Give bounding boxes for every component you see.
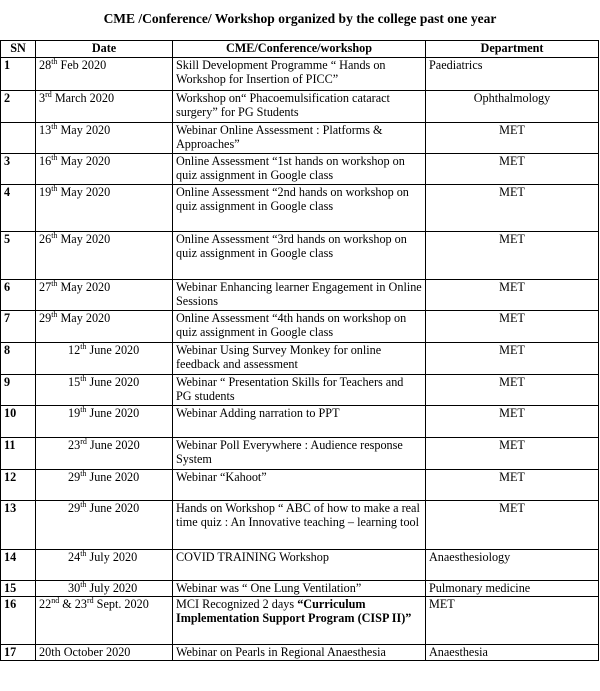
- date-rest: June 2020: [86, 438, 140, 452]
- cme-text: Online Assessment “3rd hands on workshop on quiz assignment in Google class: [176, 232, 407, 261]
- cell-sn: 14: [1, 550, 36, 581]
- cell-department: MET: [426, 280, 599, 311]
- cell-date: [36, 91, 173, 123]
- cme-text: Webinar Enhancing learner Engagement in Online Sessions: [176, 280, 422, 309]
- table-row: [1, 58, 599, 91]
- date-ordinal: th: [80, 580, 87, 589]
- cell-department: MET: [426, 501, 599, 550]
- cell-department: MET: [426, 154, 599, 185]
- cell-department: Anaesthesia: [426, 645, 599, 661]
- events-table: [0, 40, 599, 661]
- date-rest: May 2020: [57, 280, 111, 294]
- date-ordinal: rd: [45, 90, 52, 99]
- header-sn: SN: [1, 41, 36, 58]
- cell-sn: 7: [1, 311, 36, 343]
- cell-department: MET: [426, 185, 599, 232]
- date-rest: June 2020: [86, 501, 140, 515]
- cme-text: Webinar “ Presentation Skills for Teachers and PG students: [176, 375, 404, 404]
- cell-cme: [173, 438, 426, 470]
- table-row: [1, 311, 599, 343]
- cell-department: MET: [426, 311, 599, 343]
- date-day: 22: [39, 597, 52, 611]
- date-day: 29: [68, 501, 81, 515]
- cme-text: Hands on Workshop “ ABC of how to make a real time quiz : An Innovative teaching – learning tool: [176, 501, 420, 530]
- table-row: [1, 91, 599, 123]
- cell-cme: [173, 123, 426, 154]
- cell-department: Paediatrics: [426, 58, 599, 91]
- table-row: [1, 470, 599, 501]
- cme-text: Webinar Adding narration to PPT: [176, 406, 340, 420]
- cell-date: [36, 581, 173, 597]
- date-rest: June 2020: [86, 406, 140, 420]
- cell-sn: 3: [1, 154, 36, 185]
- date-ordinal: th: [51, 122, 58, 131]
- date-day: 23: [68, 438, 81, 452]
- header-date: Date: [36, 41, 173, 58]
- cell-cme: [173, 185, 426, 232]
- table-row: [1, 438, 599, 470]
- date-ordinal: th: [51, 184, 58, 193]
- header-cme: CME/Conference/workshop: [173, 41, 426, 58]
- table-row: [1, 645, 599, 661]
- date-rest: June 2020: [86, 375, 140, 389]
- cell-department: MET: [426, 123, 599, 154]
- date-rest: June 2020: [86, 470, 140, 484]
- table-header-row: [1, 41, 599, 58]
- date-ordinal: th: [80, 500, 87, 509]
- date-ordinal: rd: [80, 437, 87, 446]
- cell-date: [36, 550, 173, 581]
- cell-date: [36, 58, 173, 91]
- cell-sn: 10: [1, 406, 36, 438]
- date-day: 30: [68, 581, 81, 595]
- cme-text: Webinar on Pearls in Regional Anaesthesia: [176, 645, 386, 659]
- date-ordinal: th: [80, 469, 87, 478]
- date-rest: May 2020: [57, 232, 111, 246]
- cme-text: MCI Recognized 2 days: [176, 597, 298, 611]
- cell-cme: [173, 91, 426, 123]
- cell-sn: 4: [1, 185, 36, 232]
- table-row: [1, 581, 599, 597]
- date-rest: & 23: [59, 597, 87, 611]
- date-ordinal: th: [80, 374, 87, 383]
- cell-date: [36, 185, 173, 232]
- date-ordinal: th: [51, 57, 58, 66]
- cme-text: Webinar was “ One Lung Ventilation”: [176, 581, 362, 595]
- table-body: [1, 58, 599, 661]
- table-row: [1, 501, 599, 550]
- cme-text: Online Assessment “2nd hands on workshop on quiz assignment in Google class: [176, 185, 409, 214]
- cell-cme: [173, 597, 426, 645]
- table-row: [1, 154, 599, 185]
- date-ordinal: rd: [86, 596, 94, 605]
- date-ordinal: nd: [51, 596, 60, 605]
- cme-text: COVID TRAINING Workshop: [176, 550, 329, 564]
- cell-sn: 16: [1, 597, 36, 645]
- date-rest: July 2020: [86, 581, 138, 595]
- date-ordinal: th: [80, 405, 87, 414]
- cell-cme: [173, 58, 426, 91]
- cell-department: Pulmonary medicine: [426, 581, 599, 597]
- date-day: 12: [68, 343, 81, 357]
- cell-date: [36, 375, 173, 406]
- cell-sn: 1: [1, 58, 36, 91]
- cell-sn: 2: [1, 91, 36, 123]
- date-rest: May 2020: [57, 185, 111, 199]
- cell-date: [36, 311, 173, 343]
- cell-date: [36, 470, 173, 501]
- date-day: 15: [68, 375, 81, 389]
- cme-text: Workshop on“ Phacoemulsification cataract surgery” for PG Students: [176, 91, 390, 120]
- cell-department: MET: [426, 232, 599, 280]
- cell-cme: [173, 470, 426, 501]
- date-day: 19: [68, 406, 81, 420]
- cell-cme: [173, 232, 426, 280]
- cme-text: Webinar Poll Everywhere : Audience response System: [176, 438, 403, 467]
- cell-department: MET: [426, 375, 599, 406]
- date-ordinal: th: [80, 342, 87, 351]
- date-day: 28: [39, 58, 52, 72]
- cell-department: MET: [426, 438, 599, 470]
- date-ordinal: th: [51, 279, 58, 288]
- table-row: [1, 597, 599, 645]
- cme-text: Webinar Online Assessment : Platforms & Approaches”: [176, 123, 383, 152]
- date-day: 19: [39, 185, 52, 199]
- cell-sn: 5: [1, 232, 36, 280]
- date-rest: July 2020: [86, 550, 138, 564]
- cell-cme: [173, 645, 426, 661]
- cme-text: Webinar “Kahoot”: [176, 470, 267, 484]
- cell-sn: 17: [1, 645, 36, 661]
- cell-sn: 11: [1, 438, 36, 470]
- date-day: 20th October 2020: [39, 645, 131, 659]
- cell-date: [36, 232, 173, 280]
- cell-department: MET: [426, 343, 599, 375]
- table-row: [1, 343, 599, 375]
- cell-date: [36, 343, 173, 375]
- date-ordinal: th: [51, 153, 58, 162]
- cell-cme: [173, 154, 426, 185]
- date-rest: Sept. 2020: [93, 597, 149, 611]
- cell-department: MET: [426, 406, 599, 438]
- cme-text-bold: “Curriculum Implementation Support Program (CISP II)”: [176, 597, 412, 626]
- table-row: [1, 375, 599, 406]
- date-day: 13: [39, 123, 52, 137]
- cell-department: MET: [426, 470, 599, 501]
- table-row: [1, 280, 599, 311]
- table-row: [1, 550, 599, 581]
- date-day: 29: [68, 470, 81, 484]
- cell-date: [36, 597, 173, 645]
- cme-text: Online Assessment “4th hands on workshop on quiz assignment in Google class: [176, 311, 407, 340]
- date-ordinal: th: [51, 310, 58, 319]
- cell-date: [36, 501, 173, 550]
- cell-department: Ophthalmology: [426, 91, 599, 123]
- date-day: 3: [39, 91, 46, 105]
- table-row: [1, 123, 599, 154]
- cell-sn: 6: [1, 280, 36, 311]
- date-rest: Feb 2020: [57, 58, 107, 72]
- cell-cme: [173, 406, 426, 438]
- date-rest: May 2020: [57, 154, 111, 168]
- cell-sn: [1, 123, 36, 154]
- cell-date: [36, 406, 173, 438]
- cell-sn: 8: [1, 343, 36, 375]
- table-row: [1, 185, 599, 232]
- cell-cme: [173, 501, 426, 550]
- date-rest: June 2020: [86, 343, 140, 357]
- header-department: Department: [426, 41, 599, 58]
- table-row: [1, 406, 599, 438]
- cell-cme: [173, 581, 426, 597]
- date-ordinal: th: [51, 231, 58, 240]
- cell-date: [36, 280, 173, 311]
- date-ordinal: th: [80, 549, 87, 558]
- date-rest: May 2020: [57, 311, 111, 325]
- date-day: 27: [39, 280, 52, 294]
- cell-cme: [173, 550, 426, 581]
- cell-cme: [173, 311, 426, 343]
- cell-date: [36, 645, 173, 661]
- date-day: 26: [39, 232, 52, 246]
- cme-text: Skill Development Programme “ Hands on Workshop for Insertion of PICC”: [176, 58, 386, 87]
- cell-date: [36, 438, 173, 470]
- cme-text: Webinar Using Survey Monkey for online feedback and assessment: [176, 343, 382, 372]
- table-row: [1, 232, 599, 280]
- cell-sn: 12: [1, 470, 36, 501]
- date-rest: May 2020: [57, 123, 111, 137]
- cell-department: MET: [426, 597, 599, 645]
- cell-department: Anaesthesiology: [426, 550, 599, 581]
- cell-cme: [173, 375, 426, 406]
- cell-date: [36, 123, 173, 154]
- date-rest: March 2020: [51, 91, 115, 105]
- document-title: CME /Conference/ Workshop organized by the college past one year: [103, 11, 497, 26]
- date-day: 16: [39, 154, 52, 168]
- cell-sn: 15: [1, 581, 36, 597]
- cell-cme: [173, 280, 426, 311]
- date-day: 24: [68, 550, 81, 564]
- cme-text: Online Assessment “1st hands on workshop on quiz assignment in Google class: [176, 154, 405, 183]
- cell-cme: [173, 343, 426, 375]
- date-day: 29: [39, 311, 52, 325]
- cell-sn: 13: [1, 501, 36, 550]
- cell-sn: 9: [1, 375, 36, 406]
- cell-date: [36, 154, 173, 185]
